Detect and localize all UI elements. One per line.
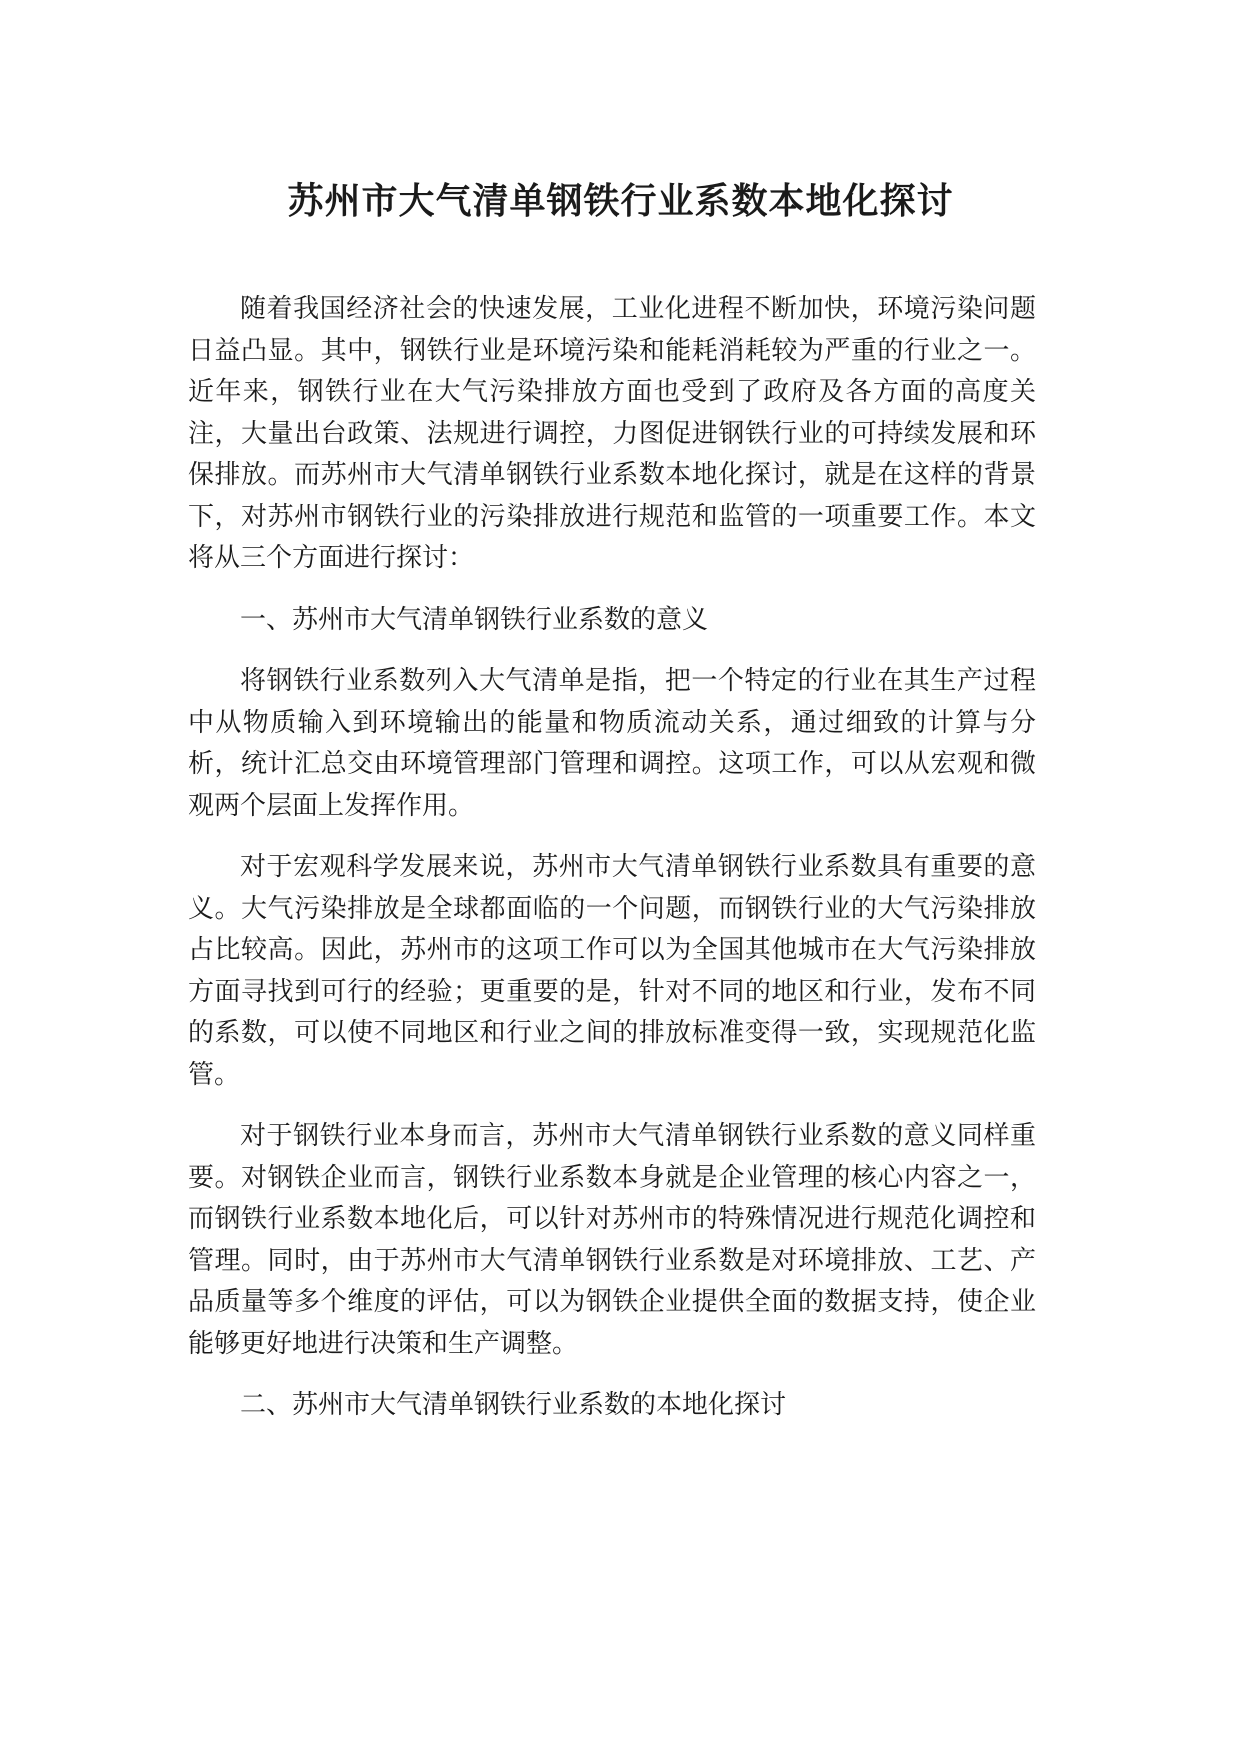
section-heading-2: 二、苏州市大气清单钢铁行业系数的本地化探讨 xyxy=(240,1390,787,1420)
body-paragraph: 将钢铁行业系数列入大气清单是指，把一个特定的行业在其生产过程中从物质输入到环境输出的能量和物质流动关系，通过细致的计算与分析，统计汇总交由环境管理部门管理和调控。这项工作，可以从宏观和微观两个层面上发挥作用。 xyxy=(188,666,1036,821)
section-heading-1: 一、苏州市大气清单钢铁行业系数的意义 xyxy=(240,604,709,635)
document-body xyxy=(188,289,1036,1447)
intro-paragraph: 随着我国经济社会的快速发展，工业化进程不断加快，环境污染问题日益凸显。其中，钢铁行业是环境污染和能耗消耗较为严重的行业之一。近年来，钢铁行业在大气污染排放方面也受到了政府及各方面的高度关注，大量出台政策、法规进行调控，力图促进钢铁行业的可持续发展和环保排放。而苏州市大气清单钢铁行业系数本地化探讨，就是在这样的背景下，对苏州市钢铁行业的污染排放进行规范和监管的一项重要工作。本文将从三个方面进行探讨： xyxy=(188,294,1036,573)
body-paragraph: 对于宏观科学发展来说，苏州市大气清单钢铁行业系数具有重要的意义。大气污染排放是全球都面临的一个问题，而钢铁行业的大气污染排放占比较高。因此，苏州市的这项工作可以为全国其他城市在大气污染排放方面寻找到可行的经验；更重要的是，针对不同的地区和行业，发布不同的系数，可以使不同地区和行业之间的排放标准变得一致，实现规范化监管。 xyxy=(188,852,1036,1090)
body-paragraph: 对于钢铁行业本身而言，苏州市大气清单钢铁行业系数的意义同样重要。对钢铁企业而言，钢铁行业系数本身就是企业管理的核心内容之一，而钢铁行业系数本地化后，可以针对苏州市的特殊情况进行规范化调控和管理。同时，由于苏州市大气清单钢铁行业系数是对环境排放、工艺、产品质量等多个维度的评估，可以为钢铁企业提供全面的数据支持，使企业能够更好地进行决策和生产调整。 xyxy=(188,1121,1036,1359)
document-title: 苏州市大气清单钢铁行业系数本地化探讨 xyxy=(287,181,954,222)
